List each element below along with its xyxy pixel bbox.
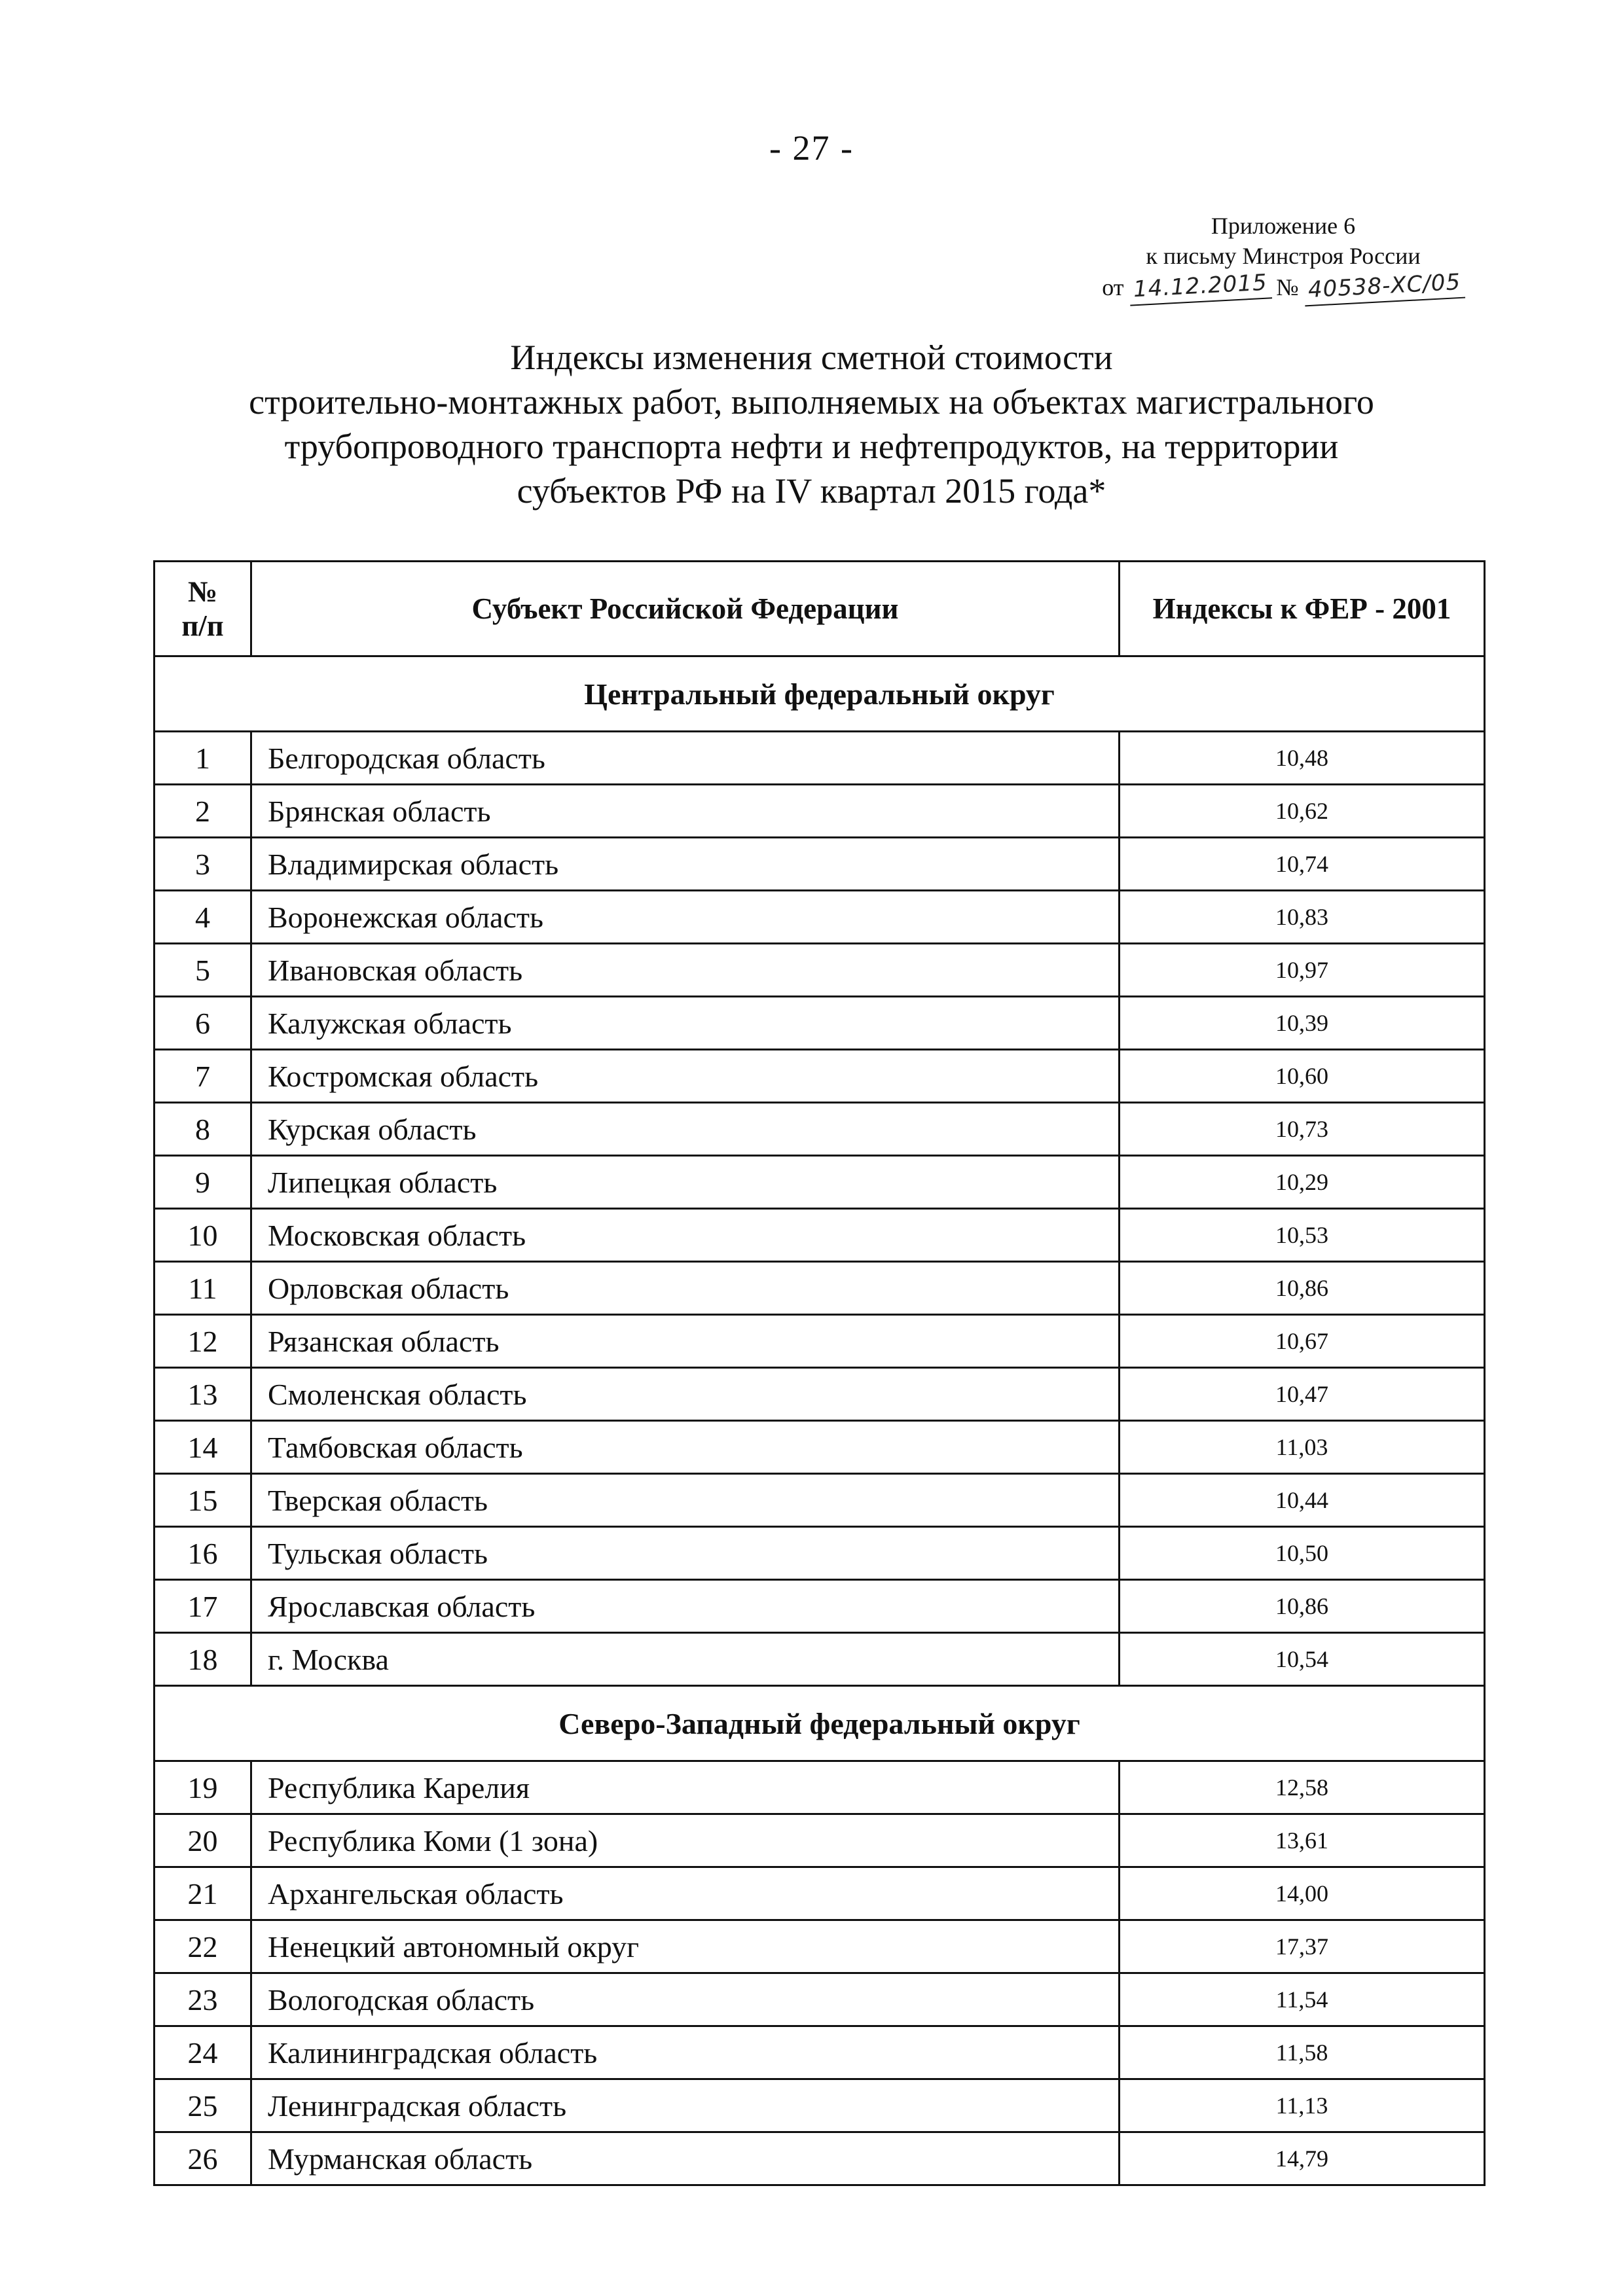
subject-name: Липецкая область [251, 1156, 1120, 1209]
index-value: 10,74 [1120, 838, 1485, 891]
row-number: 4 [155, 891, 251, 944]
subject-name: Ненецкий автономный округ [251, 1920, 1120, 1973]
table-row [155, 944, 1485, 997]
row-number: 1 [155, 732, 251, 785]
table-row [155, 1368, 1485, 1421]
row-number: 8 [155, 1103, 251, 1156]
table-row [155, 2079, 1485, 2132]
index-value: 10,83 [1120, 891, 1485, 944]
index-value: 11,58 [1120, 2026, 1485, 2079]
subject-name: Ленинградская область [251, 2079, 1120, 2132]
subject-name: Мурманская область [251, 2132, 1120, 2185]
appendix-subtitle: к письму Минстроя России [1146, 243, 1421, 269]
subject-name: Орловская область [251, 1262, 1120, 1315]
row-number: 2 [155, 785, 251, 838]
document-title [0, 335, 1623, 513]
row-number: 3 [155, 838, 251, 891]
title-line-4: субъектов РФ на IV квартал 2015 года* [517, 471, 1106, 511]
index-value: 11,13 [1120, 2079, 1485, 2132]
table-row [155, 1050, 1485, 1103]
subject-name: Костромская область [251, 1050, 1120, 1103]
row-number: 20 [155, 1814, 251, 1867]
subject-name: Владимирская область [251, 838, 1120, 891]
row-number: 11 [155, 1262, 251, 1315]
table-row [155, 1633, 1485, 1686]
subject-name: Московская область [251, 1209, 1120, 1262]
row-number: 17 [155, 1580, 251, 1633]
index-value: 17,37 [1120, 1920, 1485, 1973]
index-value: 14,79 [1120, 2132, 1485, 2185]
subject-name: Вологодская область [251, 1973, 1120, 2026]
row-number: 24 [155, 2026, 251, 2079]
row-number: 7 [155, 1050, 251, 1103]
table-row [155, 1156, 1485, 1209]
row-number: 21 [155, 1867, 251, 1920]
index-value: 10,39 [1120, 997, 1485, 1050]
index-value: 10,47 [1120, 1368, 1485, 1421]
appendix-block [1048, 211, 1519, 302]
table-row [155, 785, 1485, 838]
subject-name: Брянская область [251, 785, 1120, 838]
subject-name: Тамбовская область [251, 1421, 1120, 1474]
title-line-2: строительно-монтажных работ, выполняемых на объектах магистрального [249, 382, 1374, 422]
subject-name: Архангельская область [251, 1867, 1120, 1920]
subject-name: Смоленская область [251, 1368, 1120, 1421]
row-number: 9 [155, 1156, 251, 1209]
index-value: 10,86 [1120, 1262, 1485, 1315]
table-row [155, 891, 1485, 944]
subject-name: Тульская область [251, 1527, 1120, 1580]
index-value: 11,03 [1120, 1421, 1485, 1474]
table-row [155, 732, 1485, 785]
row-number: 13 [155, 1368, 251, 1421]
table-row [155, 1421, 1485, 1474]
header-number-sign: № [187, 575, 218, 608]
subject-name: Рязанская область [251, 1315, 1120, 1368]
subject-name: Республика Карелия [251, 1761, 1120, 1814]
from-prefix: от [1102, 274, 1124, 300]
subject-name: Курская область [251, 1103, 1120, 1156]
table-row [155, 1867, 1485, 1920]
index-value: 10,54 [1120, 1633, 1485, 1686]
row-number: 5 [155, 944, 251, 997]
row-number: 12 [155, 1315, 251, 1368]
subject-name: Ивановская область [251, 944, 1120, 997]
table-row [155, 1474, 1485, 1527]
index-table [153, 560, 1486, 2186]
subject-name: Воронежская область [251, 891, 1120, 944]
row-number: 10 [155, 1209, 251, 1262]
index-value: 11,54 [1120, 1973, 1485, 2026]
district-row [155, 1686, 1485, 1761]
row-number: 18 [155, 1633, 251, 1686]
appendix-reference [1048, 268, 1519, 304]
row-number: 14 [155, 1421, 251, 1474]
index-value: 12,58 [1120, 1761, 1485, 1814]
row-number: 26 [155, 2132, 251, 2185]
index-value: 10,60 [1120, 1050, 1485, 1103]
table-row [155, 997, 1485, 1050]
table-row [155, 1315, 1485, 1368]
table-row [155, 1973, 1485, 2026]
handwritten-date: 14.12.2015 [1128, 267, 1271, 306]
row-number: 22 [155, 1920, 251, 1973]
table-row [155, 1920, 1485, 1973]
table-row [155, 1209, 1485, 1262]
table-row [155, 2026, 1485, 2079]
table-row [155, 2132, 1485, 2185]
header-number-abbr: п/п [181, 609, 224, 642]
subject-name: Калининградская область [251, 2026, 1120, 2079]
table-row [155, 1527, 1485, 1580]
table-row [155, 1262, 1485, 1315]
district-name: Центральный федеральный округ [155, 656, 1485, 732]
subject-name: г. Москва [251, 1633, 1120, 1686]
index-value: 10,67 [1120, 1315, 1485, 1368]
page-number: - 27 - [769, 128, 854, 168]
district-row [155, 656, 1485, 732]
table-row [155, 1103, 1485, 1156]
index-value: 10,53 [1120, 1209, 1485, 1262]
index-value: 14,00 [1120, 1867, 1485, 1920]
handwritten-number: 40538-ХС/05 [1303, 267, 1465, 307]
index-value: 10,62 [1120, 785, 1485, 838]
header-subject: Субъект Российской Федерации [251, 562, 1120, 656]
row-number: 15 [155, 1474, 251, 1527]
index-value: 10,29 [1120, 1156, 1485, 1209]
subject-name: Тверская область [251, 1474, 1120, 1527]
number-sign: № [1276, 274, 1299, 300]
row-number: 23 [155, 1973, 251, 2026]
table-row [155, 1761, 1485, 1814]
subject-name: Республика Коми (1 зона) [251, 1814, 1120, 1867]
subject-name: Калужская область [251, 997, 1120, 1050]
subject-name: Белгородская область [251, 732, 1120, 785]
table-row [155, 838, 1485, 891]
index-value: 10,48 [1120, 732, 1485, 785]
index-value: 10,97 [1120, 944, 1485, 997]
row-number: 16 [155, 1527, 251, 1580]
row-number: 6 [155, 997, 251, 1050]
table-row [155, 1580, 1485, 1633]
index-value: 10,44 [1120, 1474, 1485, 1527]
table-body [155, 656, 1485, 2185]
row-number: 25 [155, 2079, 251, 2132]
index-value: 10,73 [1120, 1103, 1485, 1156]
index-value: 13,61 [1120, 1814, 1485, 1867]
header-number [155, 562, 251, 656]
subject-name: Ярославская область [251, 1580, 1120, 1633]
district-name: Северо-Западный федеральный округ [155, 1686, 1485, 1761]
title-line-3: трубопроводного транспорта нефти и нефтепродуктов, на территории [284, 427, 1339, 466]
table-header-row [155, 562, 1485, 656]
header-index: Индексы к ФЕР - 2001 [1120, 562, 1485, 656]
index-value: 10,86 [1120, 1580, 1485, 1633]
appendix-title: Приложение 6 [1211, 213, 1356, 239]
table-row [155, 1814, 1485, 1867]
index-value: 10,50 [1120, 1527, 1485, 1580]
row-number: 19 [155, 1761, 251, 1814]
title-line-1: Индексы изменения сметной стоимости [510, 338, 1113, 377]
